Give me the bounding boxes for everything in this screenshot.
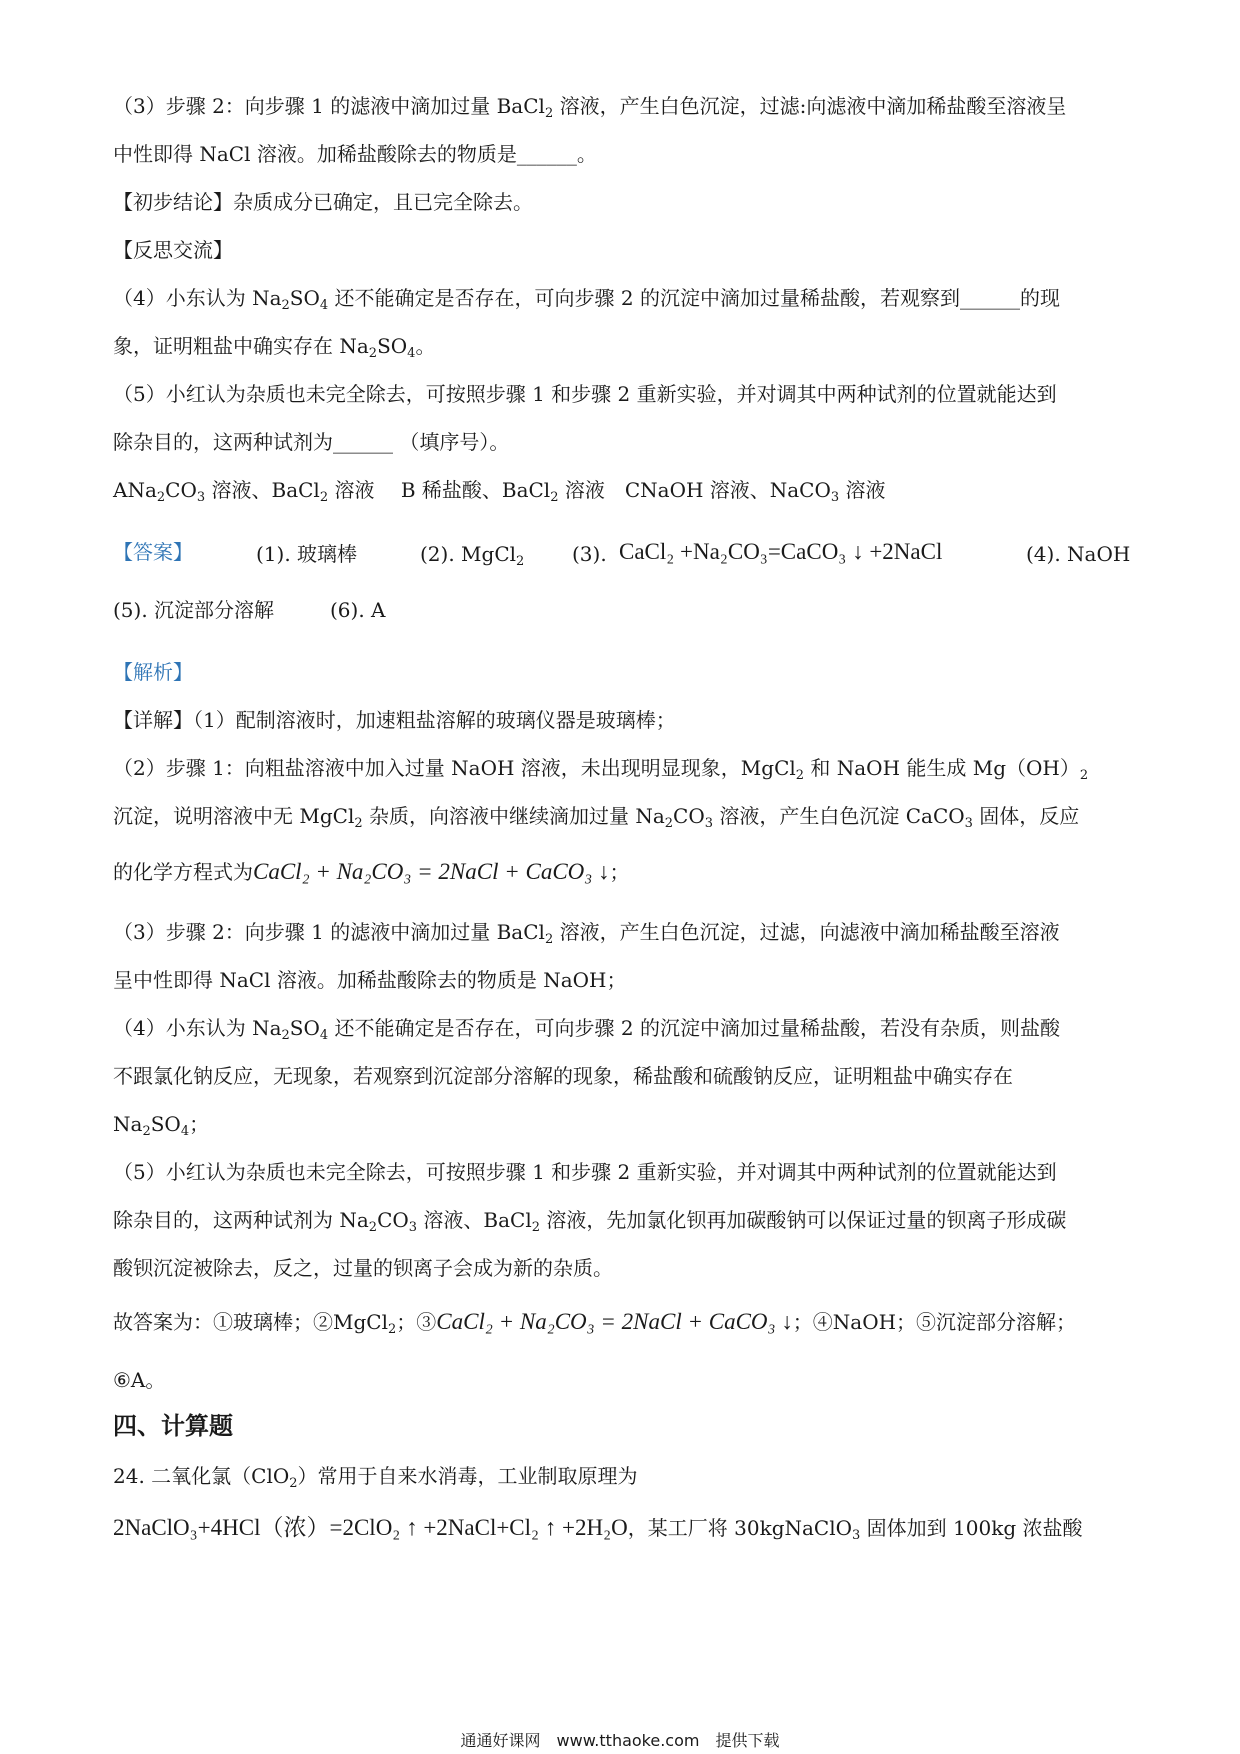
answer-6: (6). A [330,598,386,622]
text: (2). MgCl [420,542,517,566]
q3-line-2 [113,140,597,168]
text: 固体加到 100kg 浓盐酸 [860,1516,1083,1540]
subscript: 2 [544,106,554,121]
text: ）常用于自来水消毒，工业制取原理为 [297,1464,638,1488]
text: 【反思交流】 [113,238,233,262]
text: ； [609,860,630,884]
text: 除杂目的，这两种试剂为 Na [113,1208,369,1232]
text: 溶液，产生白色沉淀 CaCO [713,804,965,828]
subscript: 2 [281,1028,290,1043]
analysis-4-line-1 [113,1014,1060,1042]
subscript: 3 [196,490,206,505]
text: CO [165,478,197,502]
q4-line-1 [113,284,1060,312]
text: 溶液、BaCl [205,478,320,502]
subscript: 3 [704,816,714,831]
text: 溶液、BaCl [417,1208,532,1232]
analysis-2-line-3 [113,858,630,886]
text: CO [673,804,705,828]
final-answer-line-2: ⑥A。 [113,1368,166,1392]
subscript: 2 [281,298,290,313]
answer-label: 【答案】 [113,540,193,564]
analysis-2-line-1 [113,754,1088,782]
subscript: 2 [319,490,329,505]
text: CO [377,1208,409,1232]
text: SO [289,286,320,310]
analysis-5-line-2 [113,1206,1066,1234]
footer-text: 通通好课网 www.tthaoke.com 提供下载 [460,1731,780,1750]
analysis-3-line-2: 呈中性即得 NaCl 溶液。加稀盐酸除去的物质是 NaOH； [113,968,627,992]
text: （4）小东认为 Na [113,1016,282,1040]
q5-line-2 [113,428,509,456]
text: 溶液，先加氯化钡再加碳酸钠可以保证过量的钡离子形成碳 [540,1208,1067,1232]
text: ，某工厂将 30kgNaClO [627,1516,853,1540]
subscript: 2 [516,554,525,569]
text: 和 NaOH 能生成 Mg（OH） [804,756,1080,780]
analysis-4-line-2: 不跟氯化钠反应，无现象，若观察到沉淀部分溶解的现象，稀盐酸和硫酸钠反应，证明粗盐中确实存在 [113,1064,1013,1088]
subscript: 2 [368,1220,378,1235]
text: SO [289,1016,320,1040]
subscript: 3 [964,816,973,831]
text: 还不能确定是否存在，可向步骤 2 的沉淀中滴加过量稀盐酸，若观察到______的现 [328,286,1060,310]
q24-line-1 [113,1462,638,1490]
equation: CaCl₂ + Na₂CO₃ = 2NaCl + CaCO₃ ↓ [253,859,610,884]
subscript: 2 [550,490,559,505]
text: 溶液 [839,478,886,502]
subscript: 3 [852,1528,861,1543]
text: 还不能确定是否存在，可向步骤 2 的沉淀中滴加过量稀盐酸，若没有杂质，则盐酸 [328,1016,1060,1040]
subscript: 4 [319,298,329,313]
text: 固体，反应 [972,804,1080,828]
text: SO [377,334,408,358]
section-heading: 四、计算题 [113,1412,233,1440]
text: （5）小红认为杂质也未完全除去，可按照步骤 1 和步骤 2 重新实验，并对调其中两种试剂的位置就能达到 [113,382,1057,406]
subscript: 2 [387,1322,397,1337]
text: 杂质，向溶液中继续滴加过量 Na [362,804,665,828]
subscript: 2 [664,816,674,831]
q24-line-2 [113,1514,1082,1542]
subscript: 2 [142,1124,151,1139]
text: 。 [415,334,436,358]
conclusion [113,188,533,216]
analysis-detail-1: 【详解】（1）配制溶液时，加速粗盐溶解的玻璃仪器是玻璃棒； [113,708,676,732]
subscript: 2 [531,1220,541,1235]
text: （2）步骤 1：向粗盐溶液中加入过量 NaOH 溶液，未出现明显现象，MgCl [113,756,796,780]
subscript: 2 [1079,768,1089,783]
text: 除杂目的，这两种试剂为______ （填序号）。 [113,430,510,454]
analysis-label: 【解析】 [113,660,193,684]
answer-3-label: (3). [572,542,607,566]
reflection-heading [113,236,233,264]
q5-line-1 [113,380,1057,408]
equation: 2NaClO₃+4HCl（浓）=2ClO₂ ↑ +2NaCl+Cl₂ ↑ +2H₂O [113,1515,628,1540]
text: ； [189,1112,210,1136]
answer-4: (4). NaOH [1026,542,1131,566]
equation: CaCl₂ + Na₂CO₃ = 2NaCl + CaCO₃ ↓ [436,1309,793,1334]
analysis-3-line-1 [113,918,1060,946]
analysis-5-line-3: 酸钡沉淀被除去，反之，过量的钡离子会成为新的杂质。 [113,1256,613,1280]
subscript: 4 [180,1124,190,1139]
text: 中性即得 NaCl 溶液。加稀盐酸除去的物质是______。 [113,142,597,166]
answer-5: (5). 沉淀部分溶解 [113,598,275,622]
q4-line-2 [113,332,435,360]
subscript: 2 [544,932,554,947]
answer-2 [420,540,524,568]
subscript: 2 [156,490,166,505]
text: ；③ [396,1310,437,1334]
text: 故答案为：①玻璃棒；②MgCl [113,1310,388,1334]
final-answer-line-1 [113,1308,1076,1336]
text: 溶液 B 稀盐酸、BaCl [328,478,551,502]
text: （4）小东认为 Na [113,286,282,310]
subscript: 3 [408,1220,418,1235]
text: 溶液 CNaOH 溶液、NaCO [558,478,831,502]
text: （3）步骤 2：向步骤 1 的滤液中滴加过量 BaCl [113,94,545,118]
text: 的化学方程式为 [113,860,253,884]
subscript: 4 [407,346,416,361]
subscript: 2 [795,768,805,783]
text: （3）步骤 2：向步骤 1 的滤液中滴加过量 BaCl [113,920,545,944]
text: 象，证明粗盐中确实存在 Na [113,334,369,358]
analysis-4-line-3 [113,1110,209,1138]
text: SO [150,1112,181,1136]
text: 24. 二氧化氯（ClO [113,1464,290,1488]
text: ANa [113,478,157,502]
text: ；④NaOH；⑤沉淀部分溶解； [792,1310,1077,1334]
subscript: 4 [319,1028,329,1043]
answer-1: (1). 玻璃棒 [256,542,358,566]
text: 【初步结论】杂质成分已确定，且已完全除去。 [113,190,533,214]
text: 溶液，产生白色沉淀，过滤，向滤液中滴加稀盐酸至溶液 [553,920,1060,944]
q5-options [113,476,886,504]
q3-line-1 [113,92,1066,120]
text: 沉淀，说明溶液中无 MgCl [113,804,355,828]
subscript: 2 [289,1476,298,1491]
analysis-5-line-1: （5）小红认为杂质也未完全除去，可按照步骤 1 和步骤 2 重新实验，并对调其中两种试剂的位置就能达到 [113,1160,1057,1184]
subscript: 2 [354,816,363,831]
text: Na [113,1112,143,1136]
subscript: 3 [830,490,840,505]
answer-3-equation: CaCl₂ +Na₂CO₃=CaCO₃ ↓ +2NaCl [619,539,943,564]
analysis-2-line-2 [113,802,1079,830]
subscript: 2 [368,346,378,361]
text: 溶液，产生白色沉淀，过滤:向滤液中滴加稀盐酸至溶液呈 [553,94,1067,118]
